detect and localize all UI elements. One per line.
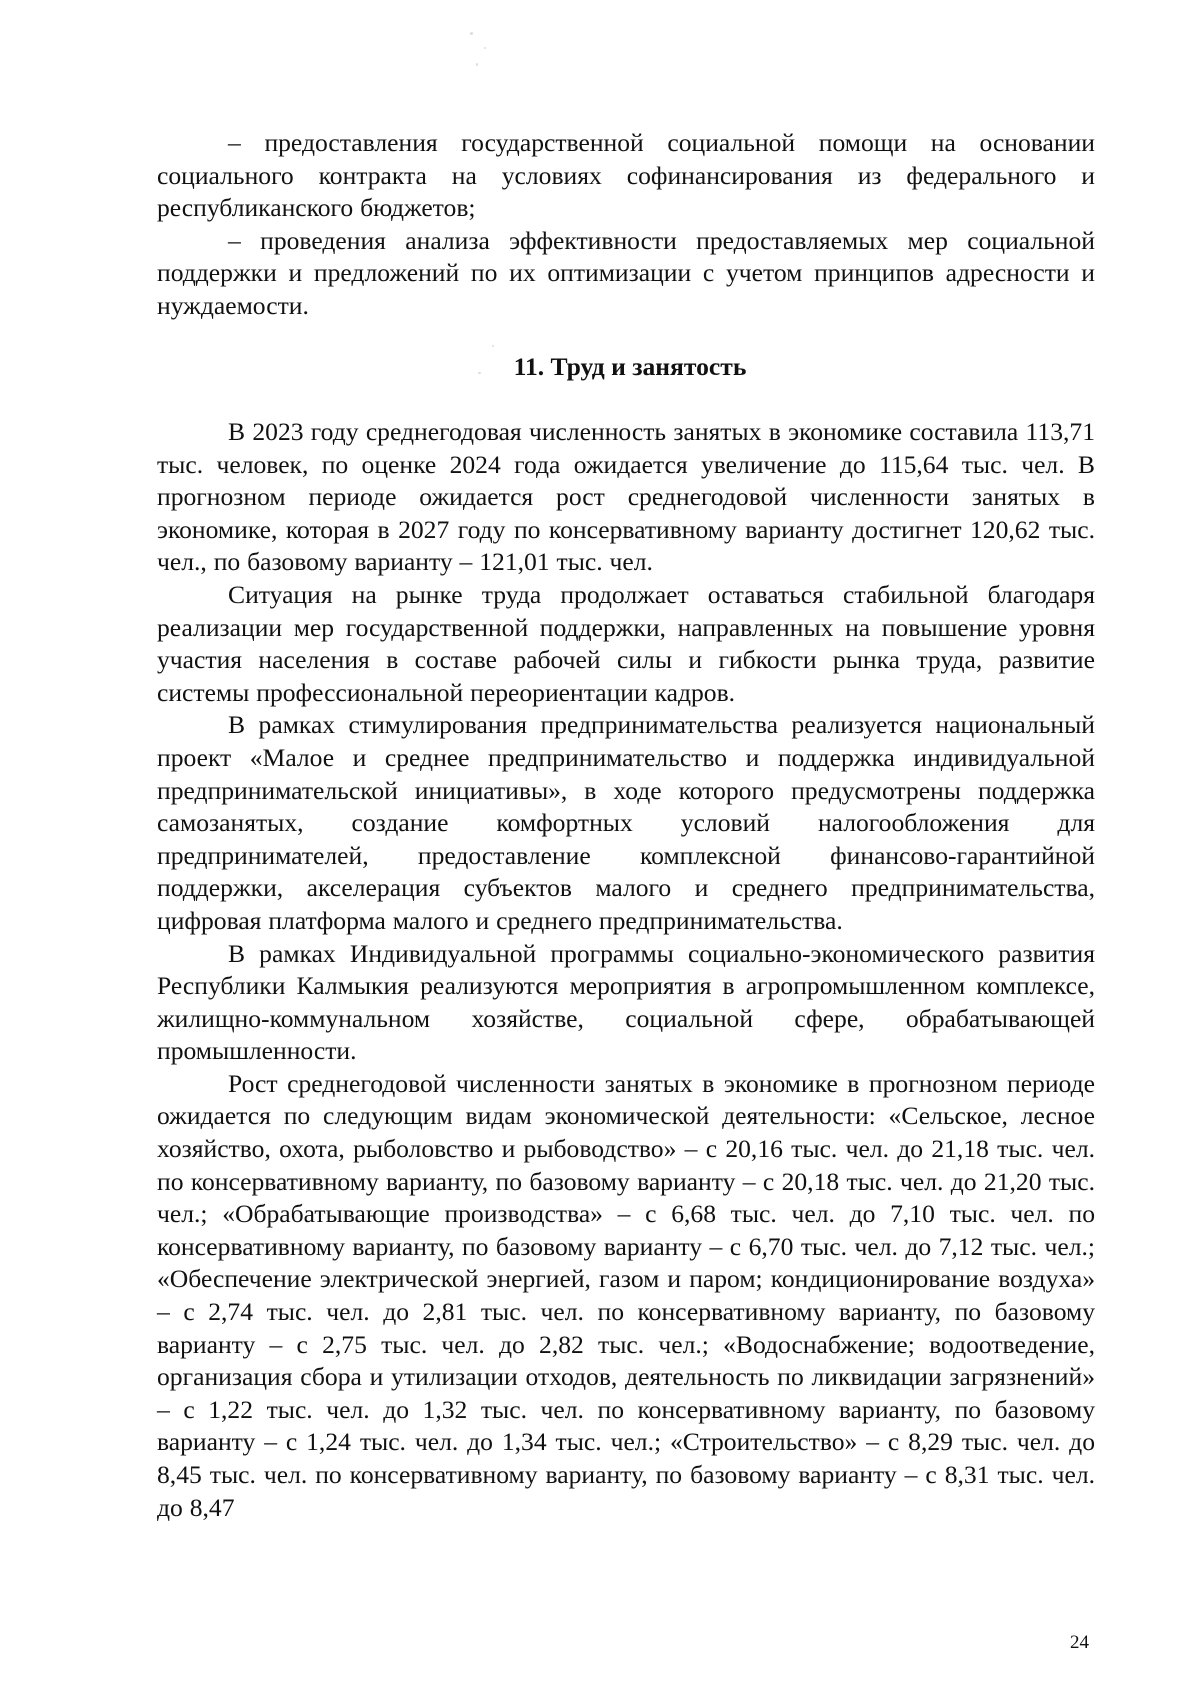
paragraph: – проведения анализа эффективности предоставляемых мер социальной поддержки и предложений по их оптимизации с учетом принципов адресности и нуждаемости. <box>157 225 1095 320</box>
scan-noise <box>476 63 478 66</box>
paragraph: Рост среднегодовой численности занятых в экономике в прогнозном периоде ожидается по следующим видам экономической деятельности: «Сельское, лесное хозяйство, охота, рыболовство и рыбоводство» – с 20,16 тыс. чел. до 21,18 тыс. чел. по консервативному варианту, по базовому варианту – с 20,18 тыс. чел. до 21,20 тыс. чел.; «Обрабатывающие производства» – с 6,68 тыс. чел. до 7,10 тыс. чел. по консервативному варианту, по базовому варианту – с 6,70 тыс. чел. до 7,12 тыс. чел.; «Обеспечение электрической энергией, газом и паром; кондиционирование воздуха» – с 2,74 тыс. чел. до 2,81 тыс. чел. по консервативному варианту, по базовому варианту – с 2,75 тыс. чел. до 2,82 тыс. чел.; «Водоснабжение; водоотведение, организация сбора и утилизации отходов, деятельность по ликвидации загрязнений» – с 1,22 тыс. чел. до 1,32 тыс. чел. по консервативному варианту, по базовому варианту – с 1,24 тыс. чел. до 1,34 тыс. чел.; «Строительство» – с 8,29 тыс. чел. до 8,45 тыс. чел. по консервативному варианту, по базовому варианту – с 8,31 тыс. чел. до 8,47 <box>157 1068 1095 1522</box>
scan-noise <box>492 345 494 347</box>
paragraph: – предоставления государственной социальной помощи на основании социального контракта на условиях софинансирования из федерального и республиканского бюджетов; <box>157 128 1095 223</box>
paragraph: В 2023 году среднегодовая численность занятых в экономике составила 113,71 тыс. человек, по оценке 2024 года ожидается увеличение до 115,64 тыс. чел. В прогнозном периоде ожидается рост среднегодовой численности занятых в экономике, которая в 2027 году по консервативному варианту достигнет 120,62 тыс. чел., по базовому варианту – 121,01 тыс. чел. <box>157 417 1095 577</box>
paragraph: Ситуация на рынке труда продолжает оставаться стабильной благодаря реализации мер государственной поддержки, направленных на повышение уровня участия населения в составе рабочей силы и гибкости рынка труда, развитие системы профессиональной переориентации кадров. <box>157 579 1095 707</box>
paragraph: В рамках Индивидуальной программы социально-экономического развития Республики Калмыкия реализуются мероприятия в агропромышленном комплексе, жилищно-коммунальном хозяйстве, социальной сфере, обрабатывающей промышленности. <box>157 938 1095 1066</box>
section-text-block <box>157 416 1095 1524</box>
section-heading: 11. Труд и занятость <box>513 352 747 381</box>
page-number: 24 <box>1070 1632 1089 1653</box>
intro-text-block <box>157 127 1095 323</box>
scan-noise <box>470 32 473 35</box>
paragraph: В рамках стимулирования предпринимательства реализуется национальный проект «Малое и среднее предпринимательство и поддержка индивидуальной предпринимательской инициативы», в ходе которого предусмотрены поддержка самозанятых, создание комфортных условий налогообложения для предпринимателей, предоставление комплексной финансово-гарантийной поддержки, акселерация субъектов малого и среднего предпринимательства, цифровая платформа малого и среднего предпринимательства. <box>157 710 1095 935</box>
scan-noise <box>484 47 486 49</box>
